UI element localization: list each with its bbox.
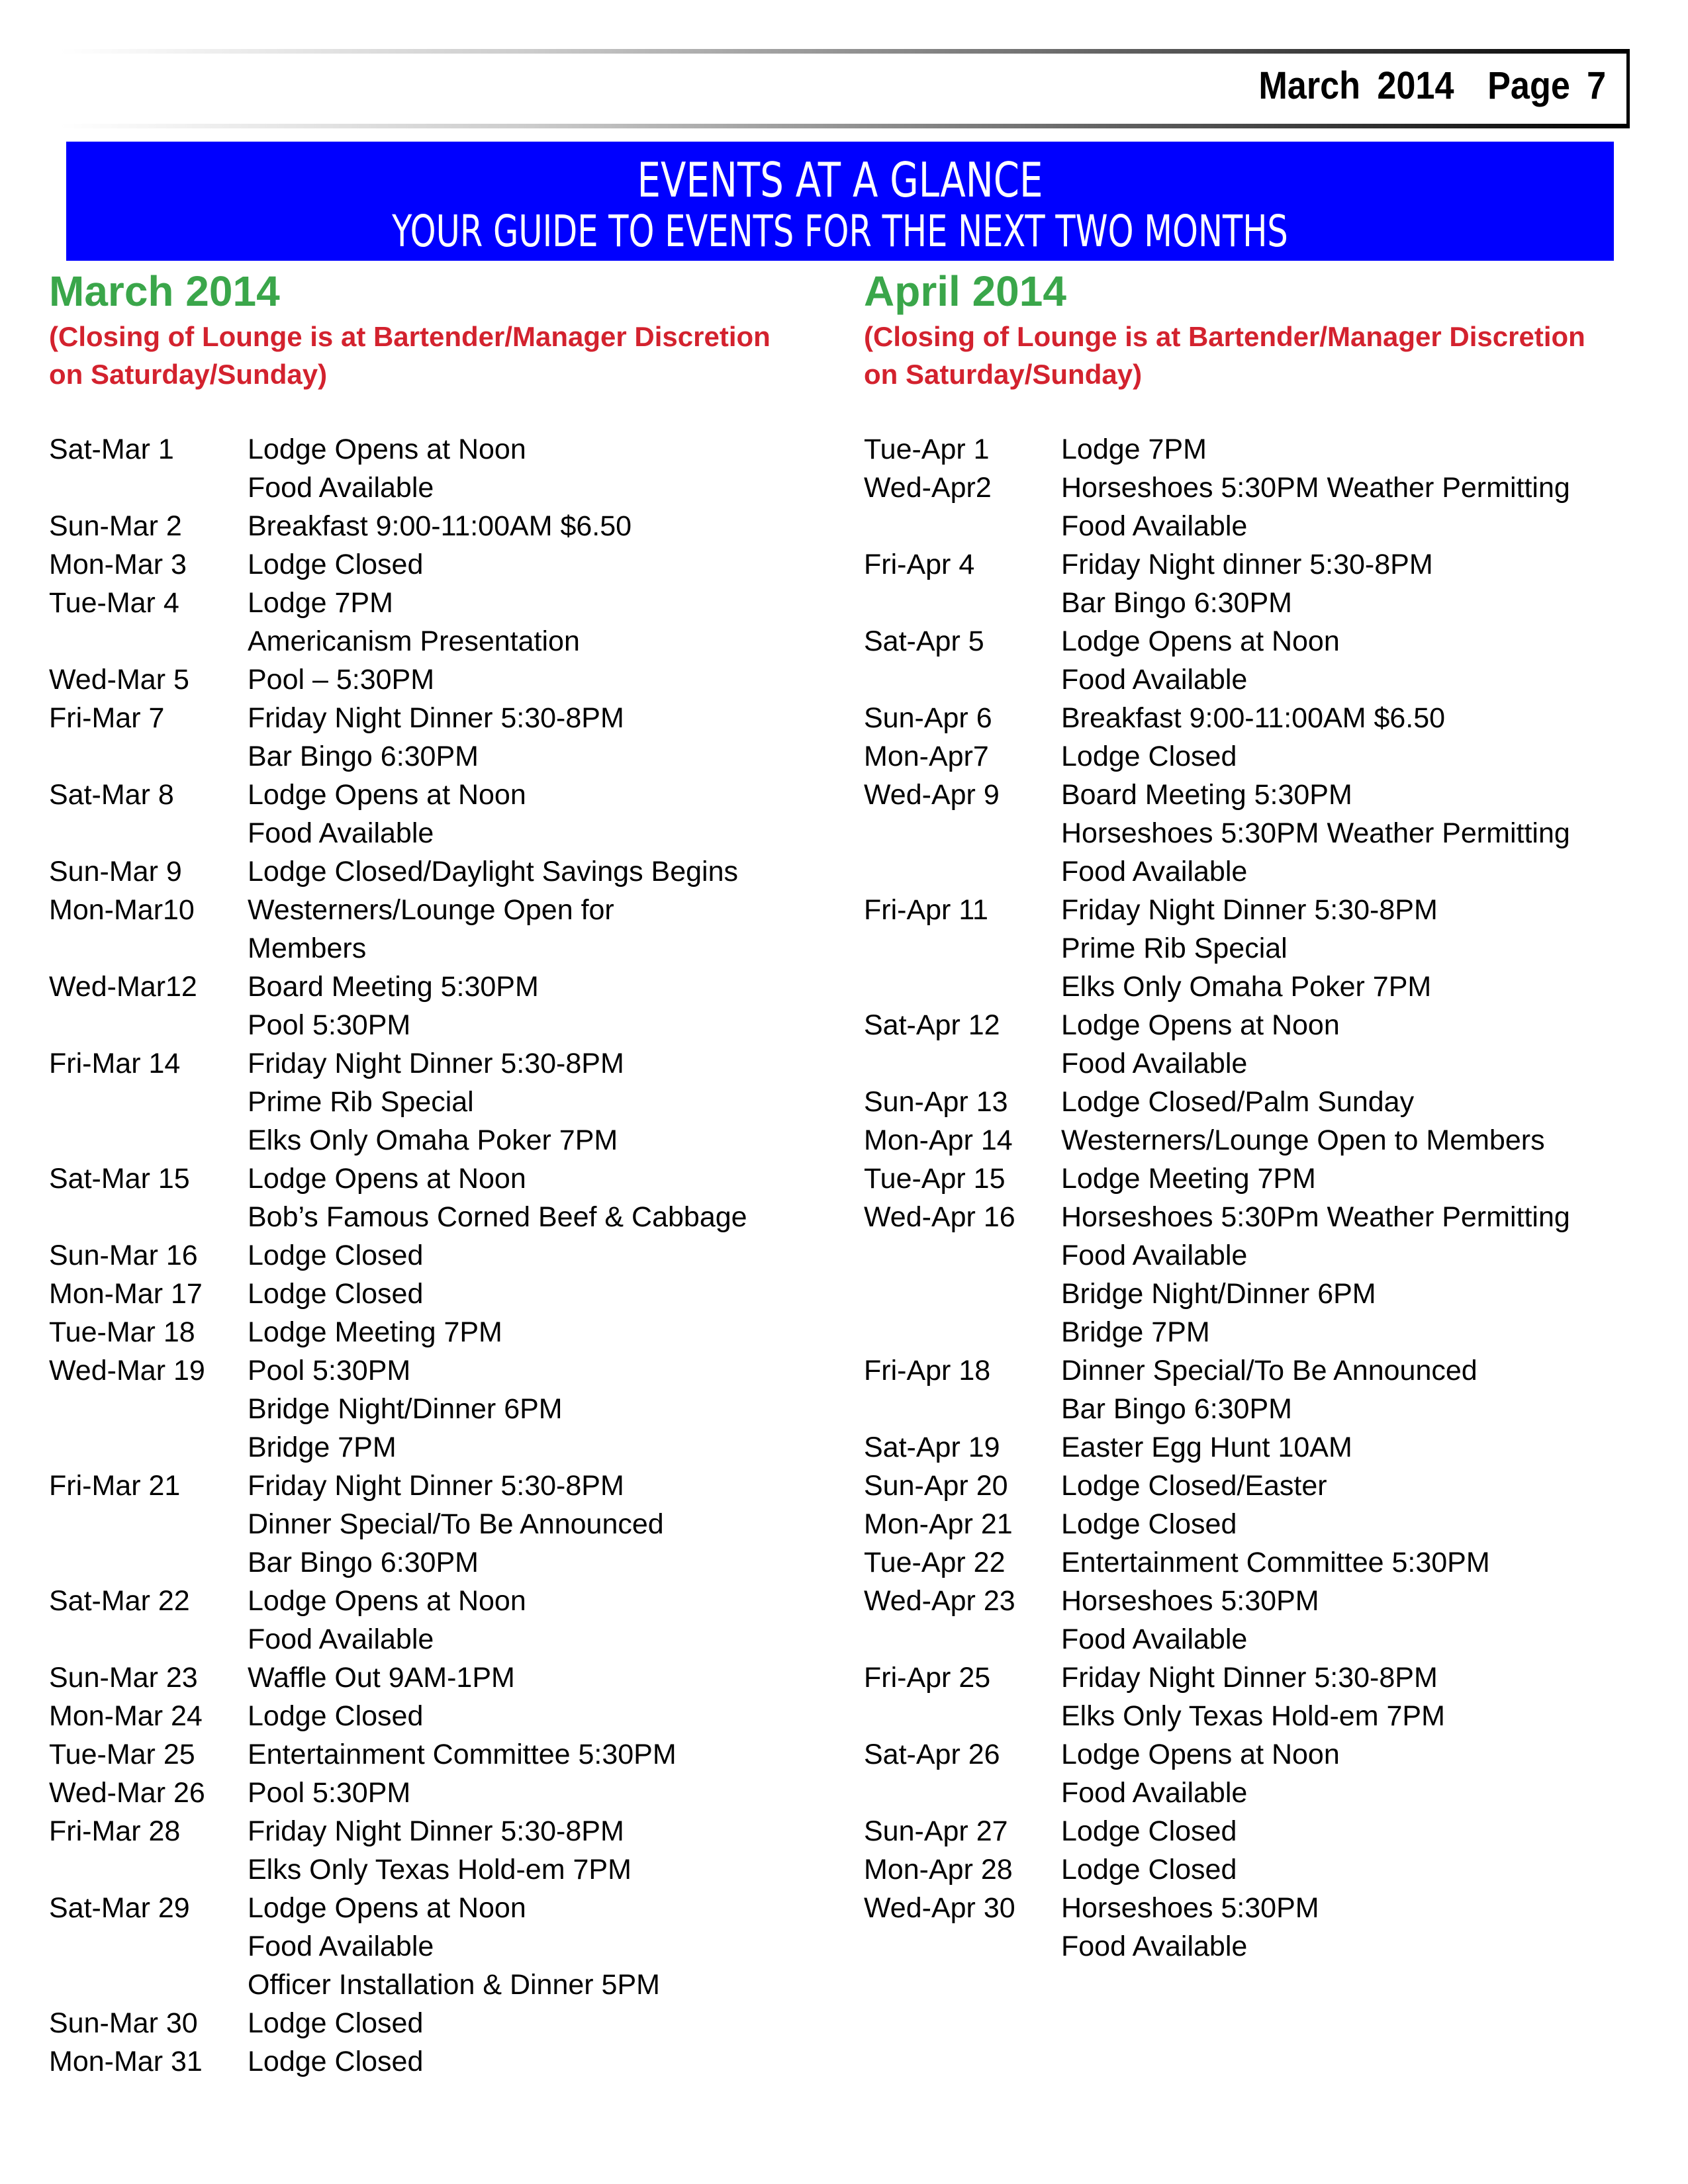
- event-row: [864, 622, 1658, 699]
- event-date: Wed-Apr2: [864, 472, 992, 504]
- event-item: Board Meeting 5:30PM: [248, 971, 539, 1003]
- event-date: Wed-Apr 23: [864, 1585, 1015, 1617]
- event-item: Lodge Closed: [1061, 1508, 1237, 1540]
- event-item: Lodge Closed: [248, 549, 424, 580]
- event-date: Tue-Mar 18: [49, 1316, 195, 1348]
- event-item: Westerners/Lounge Open to Members: [1061, 1124, 1545, 1156]
- event-date: Sat-Mar 8: [49, 779, 174, 811]
- event-item: Friday Night Dinner 5:30-8PM: [248, 702, 624, 734]
- event-items: [1061, 469, 1658, 545]
- event-item: Pool 5:30PM: [248, 1777, 411, 1809]
- event-items: [1061, 1812, 1658, 1850]
- event-items: [248, 2004, 843, 2042]
- event-item: Bridge 7PM: [248, 1432, 397, 1463]
- event-date: Sun-Apr 6: [864, 702, 992, 734]
- event-item: Friday Night Dinner 5:30-8PM: [248, 1048, 624, 1079]
- event-item: Dinner Special/To Be Announced: [248, 1508, 664, 1540]
- event-items: [248, 1160, 843, 1236]
- event-date: Mon-Mar10: [49, 894, 195, 926]
- event-date: Wed-Mar12: [49, 971, 197, 1003]
- event-date: Mon-Apr 14: [864, 1124, 1013, 1156]
- event-items: [248, 2042, 843, 2081]
- event-items: [1061, 1428, 1658, 1467]
- event-row: [49, 1236, 843, 1275]
- event-item: Prime Rib Special: [248, 1086, 474, 1118]
- event-item: Lodge Meeting 7PM: [248, 1316, 502, 1348]
- event-items: [1061, 1735, 1658, 1812]
- event-date: Mon-Mar 17: [49, 1278, 203, 1310]
- event-row: [49, 852, 843, 891]
- event-date: Sun-Apr 27: [864, 1815, 1008, 1847]
- events-banner: [66, 142, 1614, 261]
- event-item: Friday Night Dinner 5:30-8PM: [1061, 894, 1438, 926]
- event-date: Sun-Mar 2: [49, 510, 182, 542]
- event-items: [248, 1812, 843, 1889]
- event-date: Mon-Apr 21: [864, 1508, 1013, 1540]
- event-items: [1061, 737, 1658, 776]
- event-date: Mon-Mar 31: [49, 2046, 203, 2077]
- event-items: [248, 584, 843, 660]
- event-items: [248, 1774, 843, 1812]
- event-date: Sat-Mar 29: [49, 1892, 190, 1924]
- event-date: Sat-Apr 5: [864, 625, 984, 657]
- event-items: [1061, 1543, 1658, 1582]
- march-title: March 2014: [49, 267, 280, 315]
- event-items: [248, 545, 843, 584]
- event-item: Elks Only Texas Hold-em 7PM: [248, 1854, 632, 1886]
- event-items: [1061, 699, 1658, 737]
- event-item: Board Meeting 5:30PM: [1061, 779, 1352, 811]
- event-items: [1061, 1659, 1658, 1735]
- event-items: [1061, 1160, 1658, 1198]
- event-row: [49, 1467, 843, 1582]
- march-note: (Closing of Lounge is at Bartender/Manager Discretion on Saturday/Sunday): [49, 321, 771, 390]
- event-items: [248, 699, 843, 776]
- event-date: Tue-Apr 1: [864, 433, 990, 465]
- event-item: Lodge Opens at Noon: [1061, 1739, 1340, 1770]
- event-item: Lodge Opens at Noon: [248, 779, 526, 811]
- event-item: Breakfast 9:00-11:00AM $6.50: [248, 510, 632, 542]
- event-row: [49, 2004, 843, 2042]
- event-items: [248, 852, 843, 891]
- event-items: [248, 430, 843, 507]
- event-item: Lodge Closed: [248, 2046, 424, 2077]
- event-item: Lodge Opens at Noon: [248, 433, 526, 465]
- event-row: [864, 1850, 1658, 1889]
- event-row: [49, 1735, 843, 1774]
- event-date: Fri-Apr 4: [864, 549, 975, 580]
- event-row: [49, 1160, 843, 1236]
- event-items: [248, 1351, 843, 1467]
- event-items: [1061, 891, 1658, 1006]
- event-item: Bridge Night/Dinner 6PM: [248, 1393, 563, 1425]
- event-item: Food Available: [248, 472, 434, 504]
- event-item: Horseshoes 5:30PM Weather Permitting: [1061, 817, 1570, 849]
- event-item: Food Available: [1061, 664, 1248, 696]
- event-row: [49, 1044, 843, 1160]
- event-item: Horseshoes 5:30PM Weather Permitting: [1061, 472, 1570, 504]
- event-row: [49, 1275, 843, 1313]
- event-item: Members: [248, 933, 367, 964]
- event-item: Breakfast 9:00-11:00AM $6.50: [1061, 702, 1446, 734]
- event-item: Horseshoes 5:30Pm Weather Permitting: [1061, 1201, 1570, 1233]
- event-date: Fri-Mar 28: [49, 1815, 181, 1847]
- event-items: [248, 1236, 843, 1275]
- event-row: [49, 660, 843, 699]
- event-items: [1061, 1083, 1658, 1121]
- event-row: [864, 1659, 1658, 1735]
- event-row: [864, 1582, 1658, 1659]
- event-item: Food Available: [1061, 510, 1248, 542]
- event-date: Wed-Apr 30: [864, 1892, 1015, 1924]
- event-date: Mon-Mar 24: [49, 1700, 203, 1732]
- event-item: Lodge Opens at Noon: [1061, 625, 1340, 657]
- event-date: Sun-Apr 13: [864, 1086, 1008, 1118]
- event-items: [248, 1659, 843, 1697]
- event-date: Fri-Mar 14: [49, 1048, 181, 1079]
- event-row: [49, 507, 843, 545]
- event-item: Lodge Closed: [1061, 741, 1237, 772]
- event-items: [1061, 1505, 1658, 1543]
- event-row: [49, 1889, 843, 2004]
- header-issue-page: [1258, 64, 1606, 108]
- event-item: Lodge Opens at Noon: [248, 1163, 526, 1195]
- banner-subtitle: YOUR GUIDE TO EVENTS FOR THE NEXT TWO MONTHS: [392, 206, 1288, 257]
- event-item: Bridge 7PM: [1061, 1316, 1210, 1348]
- event-item: Food Available: [1061, 1931, 1248, 1962]
- event-row: [49, 699, 843, 776]
- event-row: [49, 1697, 843, 1735]
- event-item: Bar Bingo 6:30PM: [1061, 1393, 1292, 1425]
- event-date: Wed-Mar 5: [49, 664, 189, 696]
- header-right-rule: [1626, 49, 1630, 128]
- event-row: [49, 1582, 843, 1659]
- event-date: Wed-Mar 19: [49, 1355, 205, 1387]
- event-item: Friday Night Dinner 5:30-8PM: [248, 1470, 624, 1502]
- event-date: Sat-Apr 19: [864, 1432, 1000, 1463]
- event-item: Lodge Closed: [248, 1278, 424, 1310]
- event-items: [248, 1275, 843, 1313]
- event-row: [49, 1812, 843, 1889]
- event-row: [49, 968, 843, 1044]
- event-item: Friday Night dinner 5:30-8PM: [1061, 549, 1433, 580]
- event-items: [1061, 1198, 1658, 1351]
- event-items: [1061, 1850, 1658, 1889]
- event-row: [864, 469, 1658, 545]
- event-items: [1061, 1467, 1658, 1505]
- event-items: [248, 1889, 843, 2004]
- event-items: [248, 1582, 843, 1659]
- event-item: Bar Bingo 6:30PM: [248, 741, 479, 772]
- event-row: [864, 1889, 1658, 1966]
- event-item: Food Available: [1061, 1623, 1248, 1655]
- event-row: [49, 584, 843, 660]
- event-items: [248, 1044, 843, 1160]
- event-item: Entertainment Committee 5:30PM: [248, 1739, 677, 1770]
- event-item: Bar Bingo 6:30PM: [248, 1547, 479, 1578]
- event-date: Tue-Mar 4: [49, 587, 179, 619]
- event-item: Food Available: [1061, 1240, 1248, 1271]
- event-item: Elks Only Omaha Poker 7PM: [248, 1124, 618, 1156]
- event-item: Friday Night Dinner 5:30-8PM: [1061, 1662, 1438, 1694]
- event-row: [864, 545, 1658, 622]
- event-item: Food Available: [248, 1623, 434, 1655]
- event-item: Lodge Closed: [248, 2007, 424, 2039]
- march-events: [49, 430, 843, 2081]
- event-row: [49, 891, 843, 968]
- event-items: [1061, 430, 1658, 469]
- april-events: [864, 430, 1658, 1966]
- event-row: [49, 776, 843, 852]
- event-row: [864, 737, 1658, 776]
- event-item: Westerners/Lounge Open for: [248, 894, 614, 926]
- event-items: [248, 1697, 843, 1735]
- event-item: Bob’s Famous Corned Beef & Cabbage: [248, 1201, 747, 1233]
- event-row: [864, 1428, 1658, 1467]
- header-issue: March 2014: [1258, 64, 1454, 107]
- event-item: Easter Egg Hunt 10AM: [1061, 1432, 1352, 1463]
- event-item: Officer Installation & Dinner 5PM: [248, 1969, 660, 2001]
- page-header: [60, 49, 1630, 128]
- event-row: [49, 430, 843, 507]
- event-item: Lodge Meeting 7PM: [1061, 1163, 1316, 1195]
- event-items: [1061, 776, 1658, 891]
- header-top-rule: [60, 49, 1630, 54]
- event-item: Lodge Closed: [248, 1700, 424, 1732]
- event-date: Wed-Apr 16: [864, 1201, 1015, 1233]
- event-item: Waffle Out 9AM-1PM: [248, 1662, 515, 1694]
- event-item: Lodge 7PM: [1061, 433, 1207, 465]
- event-row: [864, 891, 1658, 1006]
- event-date: Fri-Mar 21: [49, 1470, 181, 1502]
- event-row: [49, 1351, 843, 1467]
- event-row: [49, 1313, 843, 1351]
- event-row: [864, 699, 1658, 737]
- event-item: Horseshoes 5:30PM: [1061, 1585, 1319, 1617]
- event-item: Lodge Closed: [1061, 1815, 1237, 1847]
- event-item: Friday Night Dinner 5:30-8PM: [248, 1815, 624, 1847]
- event-items: [1061, 545, 1658, 622]
- event-row: [49, 1659, 843, 1697]
- event-item: Food Available: [1061, 856, 1248, 887]
- event-items: [248, 776, 843, 852]
- event-item: Lodge Closed/Daylight Savings Begins: [248, 856, 739, 887]
- event-item: Entertainment Committee 5:30PM: [1061, 1547, 1490, 1578]
- event-date: Fri-Apr 18: [864, 1355, 991, 1387]
- event-row: [864, 1083, 1658, 1121]
- event-items: [248, 1735, 843, 1774]
- event-item: Pool – 5:30PM: [248, 664, 435, 696]
- event-date: Wed-Apr 9: [864, 779, 1000, 811]
- event-date: Sun-Mar 9: [49, 856, 182, 887]
- event-item: Food Available: [248, 817, 434, 849]
- march-column: [49, 265, 843, 2081]
- header-page: Page 7: [1487, 64, 1606, 107]
- event-row: [864, 430, 1658, 469]
- event-item: Lodge Closed: [248, 1240, 424, 1271]
- event-row: [49, 2042, 843, 2081]
- event-row: [864, 1812, 1658, 1850]
- event-date: Tue-Apr 22: [864, 1547, 1006, 1578]
- event-item: Food Available: [1061, 1048, 1248, 1079]
- event-row: [49, 545, 843, 584]
- event-row: [864, 1351, 1658, 1428]
- event-items: [1061, 1582, 1658, 1659]
- event-row: [864, 1121, 1658, 1160]
- event-date: Wed-Mar 26: [49, 1777, 205, 1809]
- event-item: Lodge Opens at Noon: [248, 1585, 526, 1617]
- event-item: Dinner Special/To Be Announced: [1061, 1355, 1477, 1387]
- event-items: [248, 1467, 843, 1582]
- event-date: Mon-Mar 3: [49, 549, 187, 580]
- event-row: [864, 1543, 1658, 1582]
- event-item: Lodge Opens at Noon: [1061, 1009, 1340, 1041]
- event-row: [864, 1006, 1658, 1083]
- event-item: Food Available: [1061, 1777, 1248, 1809]
- event-row: [864, 1505, 1658, 1543]
- event-date: Tue-Mar 25: [49, 1739, 195, 1770]
- event-items: [1061, 1121, 1658, 1160]
- event-item: Pool 5:30PM: [248, 1009, 411, 1041]
- event-items: [248, 507, 843, 545]
- event-item: Food Available: [248, 1931, 434, 1962]
- event-row: [864, 1735, 1658, 1812]
- event-item: Lodge Closed/Easter: [1061, 1470, 1327, 1502]
- event-item: Elks Only Texas Hold-em 7PM: [1061, 1700, 1445, 1732]
- april-title: April 2014: [864, 267, 1066, 315]
- event-items: [1061, 1006, 1658, 1083]
- event-date: Mon-Apr 28: [864, 1854, 1013, 1886]
- event-date: Sun-Mar 16: [49, 1240, 198, 1271]
- event-date: Mon-Apr7: [864, 741, 989, 772]
- event-row: [864, 1198, 1658, 1351]
- event-date: Sat-Mar 1: [49, 433, 174, 465]
- event-date: Sat-Apr 12: [864, 1009, 1000, 1041]
- event-row: [864, 1467, 1658, 1505]
- event-date: Sun-Mar 30: [49, 2007, 198, 2039]
- event-item: Pool 5:30PM: [248, 1355, 411, 1387]
- event-items: [248, 660, 843, 699]
- event-item: Lodge Opens at Noon: [248, 1892, 526, 1924]
- event-item: Horseshoes 5:30PM: [1061, 1892, 1319, 1924]
- event-items: [1061, 622, 1658, 699]
- event-date: Sun-Apr 20: [864, 1470, 1008, 1502]
- event-item: Lodge Closed: [1061, 1854, 1237, 1886]
- event-items: [248, 1313, 843, 1351]
- event-item: Prime Rib Special: [1061, 933, 1288, 964]
- event-items: [1061, 1351, 1658, 1428]
- event-row: [864, 776, 1658, 891]
- event-items: [1061, 1889, 1658, 1966]
- event-items: [248, 968, 843, 1044]
- april-column: [864, 265, 1658, 1966]
- april-note: (Closing of Lounge is at Bartender/Manager Discretion on Saturday/Sunday): [864, 321, 1585, 390]
- header-bottom-rule: [60, 124, 1630, 128]
- event-date: Sun-Mar 23: [49, 1662, 198, 1694]
- event-date: Fri-Mar 7: [49, 702, 165, 734]
- event-row: [49, 1774, 843, 1812]
- event-date: Sat-Mar 15: [49, 1163, 190, 1195]
- event-row: [864, 1160, 1658, 1198]
- event-date: Fri-Apr 25: [864, 1662, 991, 1694]
- event-item: Lodge Closed/Palm Sunday: [1061, 1086, 1415, 1118]
- event-item: Bar Bingo 6:30PM: [1061, 587, 1292, 619]
- event-items: [248, 891, 843, 968]
- event-date: Sat-Mar 22: [49, 1585, 190, 1617]
- event-item: Bridge Night/Dinner 6PM: [1061, 1278, 1376, 1310]
- banner-title: EVENTS AT A GLANCE: [637, 152, 1043, 208]
- event-item: Americanism Presentation: [248, 625, 580, 657]
- event-item: Elks Only Omaha Poker 7PM: [1061, 971, 1432, 1003]
- event-item: Lodge 7PM: [248, 587, 393, 619]
- event-date: Sat-Apr 26: [864, 1739, 1000, 1770]
- event-date: Tue-Apr 15: [864, 1163, 1006, 1195]
- event-date: Fri-Apr 11: [864, 894, 988, 926]
